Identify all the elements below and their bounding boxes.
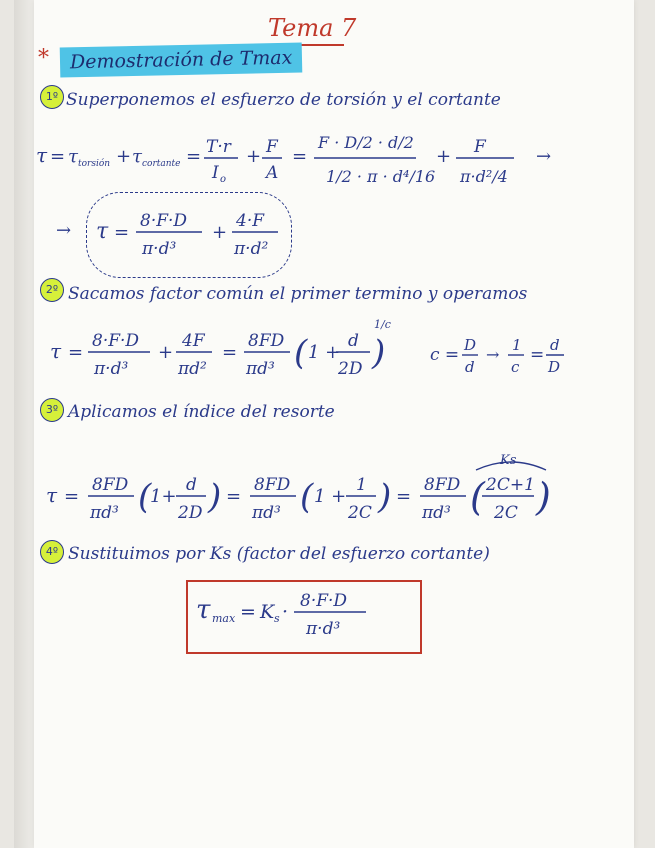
- svg-text:1: 1: [512, 336, 522, 354]
- svg-text:τ: τ: [196, 595, 211, 625]
- svg-text:2C+1: 2C+1: [486, 475, 535, 495]
- step-3-text: Aplicamos el índice del resorte: [68, 402, 335, 422]
- svg-text:τ: τ: [132, 146, 142, 167]
- svg-text:d: d: [348, 331, 359, 351]
- svg-text:): ): [208, 477, 222, 517]
- svg-text:8·F·D: 8·F·D: [140, 211, 188, 231]
- svg-text:→: →: [56, 220, 72, 241]
- svg-text:+: +: [212, 222, 228, 243]
- svg-text:): ): [372, 333, 386, 373]
- svg-text:8FD: 8FD: [254, 475, 291, 495]
- bullet-star: *: [38, 46, 49, 71]
- svg-text:8FD: 8FD: [92, 475, 129, 495]
- svg-text:F: F: [266, 137, 278, 157]
- svg-text:πd³: πd³: [90, 503, 119, 523]
- svg-text:=: =: [64, 486, 80, 507]
- svg-text:1: 1: [356, 475, 367, 495]
- svg-text:1+: 1+: [150, 486, 177, 507]
- svg-text:τ: τ: [46, 483, 58, 507]
- svg-text:=: =: [114, 222, 130, 243]
- svg-text:D: D: [548, 358, 561, 376]
- svg-text:=: =: [240, 601, 256, 623]
- step-1-number: 1º: [40, 85, 64, 109]
- svg-text:c =: c =: [430, 345, 460, 365]
- svg-text:c: c: [511, 358, 520, 376]
- svg-text:2C: 2C: [348, 503, 372, 523]
- svg-text:=: =: [186, 146, 202, 167]
- step-2-equation-b: [430, 330, 590, 390]
- svg-text:8·F·D: 8·F·D: [300, 591, 348, 611]
- svg-text:A: A: [266, 163, 279, 183]
- svg-text:o: o: [220, 174, 227, 185]
- svg-text:K: K: [260, 601, 275, 623]
- svg-text:1 +: 1 +: [314, 486, 347, 507]
- svg-text:πd³: πd³: [252, 503, 281, 523]
- svg-text:τ: τ: [68, 146, 78, 167]
- svg-text:+: +: [158, 342, 174, 363]
- svg-text:8·F·D: 8·F·D: [92, 331, 140, 351]
- step-2-number: 2º: [40, 278, 64, 302]
- svg-text:d: d: [550, 336, 560, 354]
- svg-text:(: (: [470, 475, 485, 519]
- svg-text:πd³: πd³: [422, 503, 451, 523]
- svg-text:4·F: 4·F: [236, 211, 265, 231]
- svg-text:(: (: [294, 333, 308, 373]
- svg-text:π·d³: π·d³: [306, 619, 341, 639]
- step-4-equation-a: [196, 588, 416, 644]
- svg-text:+: +: [116, 146, 132, 167]
- step-2-text: Sacamos factor común el primer termino y operamos: [68, 284, 528, 304]
- step-4-text: Sustituimos por Ks (factor del esfuerzo cortante): [68, 544, 490, 564]
- svg-text:(: (: [300, 477, 314, 517]
- svg-text:τ: τ: [96, 219, 109, 244]
- svg-text:=: =: [396, 486, 412, 507]
- svg-text:→: →: [486, 345, 500, 364]
- svg-text:8FD: 8FD: [424, 475, 461, 495]
- svg-text:max: max: [212, 612, 236, 625]
- svg-text:=: =: [530, 345, 545, 365]
- svg-text:d: d: [186, 475, 197, 495]
- svg-text:π·d³: π·d³: [142, 239, 177, 259]
- page-title: Tema 7: [268, 14, 357, 42]
- svg-text:cortante: cortante: [142, 159, 181, 169]
- step-3-number: 3º: [40, 398, 64, 422]
- svg-text:2C: 2C: [494, 503, 518, 523]
- step-3-equation-a: [46, 450, 616, 550]
- svg-text:=: =: [68, 342, 84, 363]
- svg-text:=: =: [226, 486, 242, 507]
- svg-text:1/2 · π · d⁴/16: 1/2 · π · d⁴/16: [326, 167, 436, 186]
- section-heading: Demostración de Tmax: [60, 42, 303, 77]
- svg-text:): ): [536, 475, 551, 519]
- svg-text:D: D: [464, 336, 477, 354]
- svg-text:τ: τ: [50, 339, 62, 363]
- svg-text:+: +: [246, 146, 262, 167]
- svg-text:π·d³: π·d³: [94, 359, 129, 379]
- svg-text:): ): [378, 477, 392, 517]
- svg-text:1/c: 1/c: [374, 318, 391, 331]
- step-4-number: 4º: [40, 540, 64, 564]
- svg-text:(: (: [138, 477, 152, 517]
- ks-annotation: Ks: [500, 453, 517, 468]
- svg-text:I: I: [212, 163, 219, 183]
- svg-text:=: =: [222, 342, 238, 363]
- svg-text:2D: 2D: [338, 359, 363, 379]
- svg-text:s: s: [274, 612, 280, 625]
- svg-text:π·d²: π·d²: [234, 239, 269, 259]
- svg-text:1 +: 1 +: [308, 342, 341, 363]
- svg-text:F · D/2 · d/2: F · D/2 · d/2: [318, 133, 414, 152]
- svg-text:T·r: T·r: [206, 137, 231, 157]
- svg-text:πd³: πd³: [246, 359, 275, 379]
- svg-text:2D: 2D: [178, 503, 203, 523]
- svg-text:=: =: [50, 146, 66, 167]
- step-1-equation-a: [36, 128, 616, 200]
- svg-text:τ: τ: [36, 143, 48, 167]
- step-1-text: Superponemos el esfuerzo de torsión y el cortante: [66, 90, 501, 110]
- svg-text:=: =: [292, 146, 308, 167]
- svg-text:8FD: 8FD: [248, 331, 285, 351]
- step-1-equation-b: [56, 200, 316, 270]
- svg-text:·: ·: [282, 601, 289, 623]
- svg-text:d: d: [465, 358, 475, 376]
- svg-text:π·d²/4: π·d²/4: [460, 167, 508, 186]
- svg-text:torsión: torsión: [78, 159, 111, 169]
- svg-text:πd²: πd²: [178, 359, 207, 379]
- svg-text:+: +: [436, 146, 452, 167]
- svg-text:→: →: [536, 146, 552, 167]
- svg-text:4F: 4F: [182, 331, 205, 351]
- svg-text:F: F: [474, 137, 486, 157]
